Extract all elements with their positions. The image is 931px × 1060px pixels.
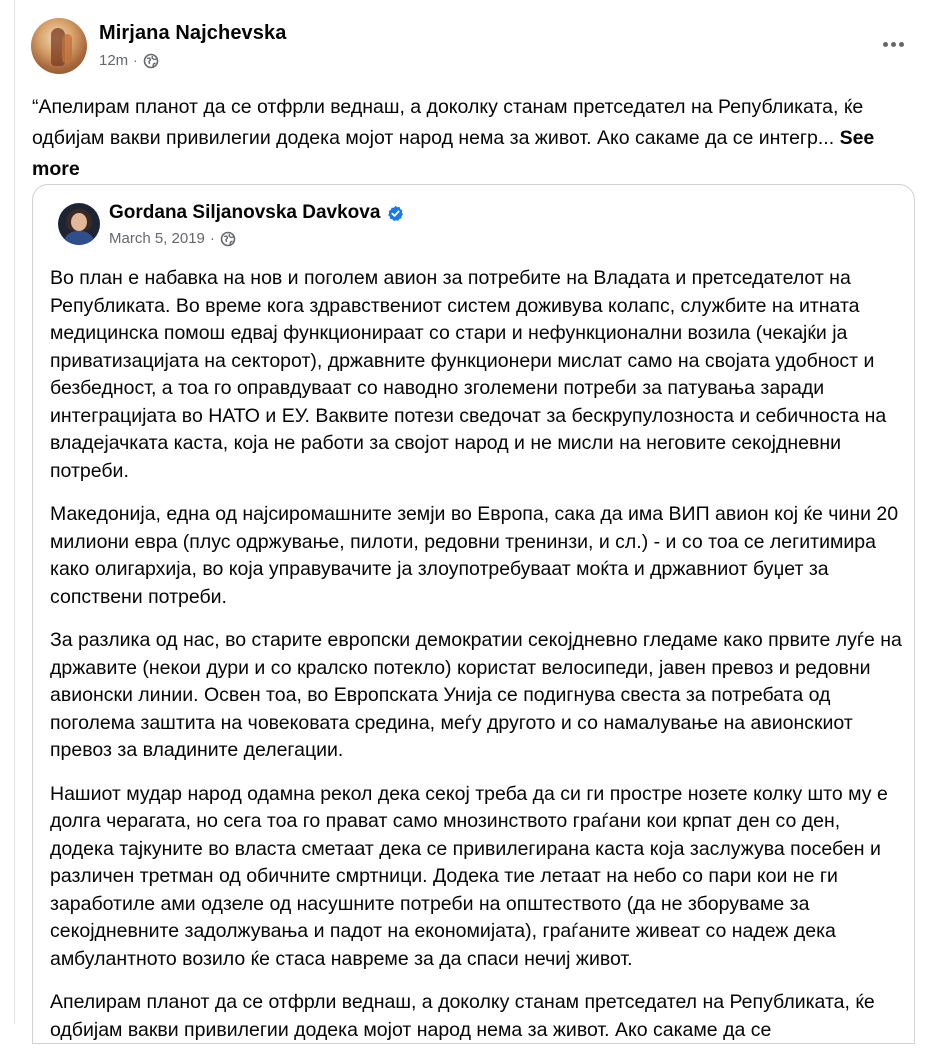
see-more-link[interactable]: See more [32, 127, 875, 180]
author-name[interactable]: Mirjana Najchevska [99, 22, 287, 44]
shared-paragraph: Во план е набавка на нов и поголем авион за потребите на Владата и претседателот на Републиката. Во време кога здравствениот систем доживува колапс, службите на итната медицинска помош едвај функционираат со стари и нефункционални возила (чекајќи ја приватизацијата на секторот), државните функционери мислат само на својата удобност и безбедност, а тоа го оправдуваат со наводно зголемени потреби за патувања заради интеграцијата во НАТО и ЕУ. Ваквите потези сведочат за бескрупулозноста и себичноста на владејачката каста, која не работи за својот народ и не мисли на неговите секојдневни потреби. [50, 267, 887, 482]
globe-icon [143, 53, 159, 69]
more-options-button[interactable] [875, 30, 911, 58]
shared-author-avatar[interactable] [58, 203, 100, 245]
shared-post-date[interactable]: March 5, 2019 [109, 230, 205, 247]
shared-post[interactable] [32, 184, 915, 1044]
shared-author-header [109, 202, 404, 224]
shared-paragraph: Апелирам планот да се отфрли веднаш, а доколку станам претседател на Републиката, ќе одбијам вакви привилегии додека мојот народ нема за живот. Ако сакаме да се [50, 991, 875, 1041]
globe-icon [220, 231, 236, 247]
post-text-content: “Апелирам планот да се отфрли веднаш, а доколку станам претседател на Републиката, ќе одбијам вакви привилегии додека мојот народ нема за живот. Ако сакаме да се интегр... [32, 96, 864, 149]
shared-post-body [50, 265, 902, 1060]
post-header [15, 0, 931, 90]
more-options-icon [883, 42, 888, 47]
shared-paragraph: Нашиот мудар народ одамна рекол дека секој треба да си ги простре нозете колку што му е долга черагата, но сега тоа го прават само мнозинството граѓани кои крпат ден со ден, додека тајкуните во власта сметаат дека се привилегирана каста која заслужува посебен и различен третман од обичните смртници. Додека тие летаат на небо со пари кои не ги заработиле ами одзеле од насушните потреби на општеството (да не зборуваме за секојдневните задолжувања и падот на економијата), граѓаните живеат со надеж дека амбулантното возило ќе стаса навреме за да спаси нечиј живот. [50, 782, 888, 970]
shared-paragraph: Македонија, една од најсиромашните земји во Европа, сака да има ВИП авион кој ќе чини 20 милиони евра (плус одржување, пилоти, редовни тренинзи, и сл.) - и со тоа се легитимира како олигархија, во која управувачите ја злоупотребуваат моќта и државниот буџет за сопствени потреби. [50, 503, 899, 608]
post-text [32, 92, 912, 185]
author-avatar[interactable] [31, 18, 87, 74]
separator-dot: · [133, 53, 138, 68]
shared-post-meta [109, 230, 236, 247]
shared-paragraph: За разлика од нас, во старите европски демократии секојдневно гледаме како првите луѓе на државите (некои дури и со кралско потекло) користат велосипеди, јавен превоз и редовни авионски линии. Освен тоа, во Европската Унија се подигнува свеста за потребата од поголема заштита на човековата средина, меѓу другото и со намалување на авионскиот превоз за владините делегации. [50, 629, 902, 761]
post-timestamp[interactable]: 12m [99, 52, 129, 69]
shared-author-name[interactable]: Gordana Siljanovska Davkova [109, 202, 381, 223]
post-meta [99, 52, 159, 69]
feed-post [14, 0, 931, 1041]
separator-dot: · [209, 230, 215, 247]
verified-badge-icon [387, 205, 404, 222]
